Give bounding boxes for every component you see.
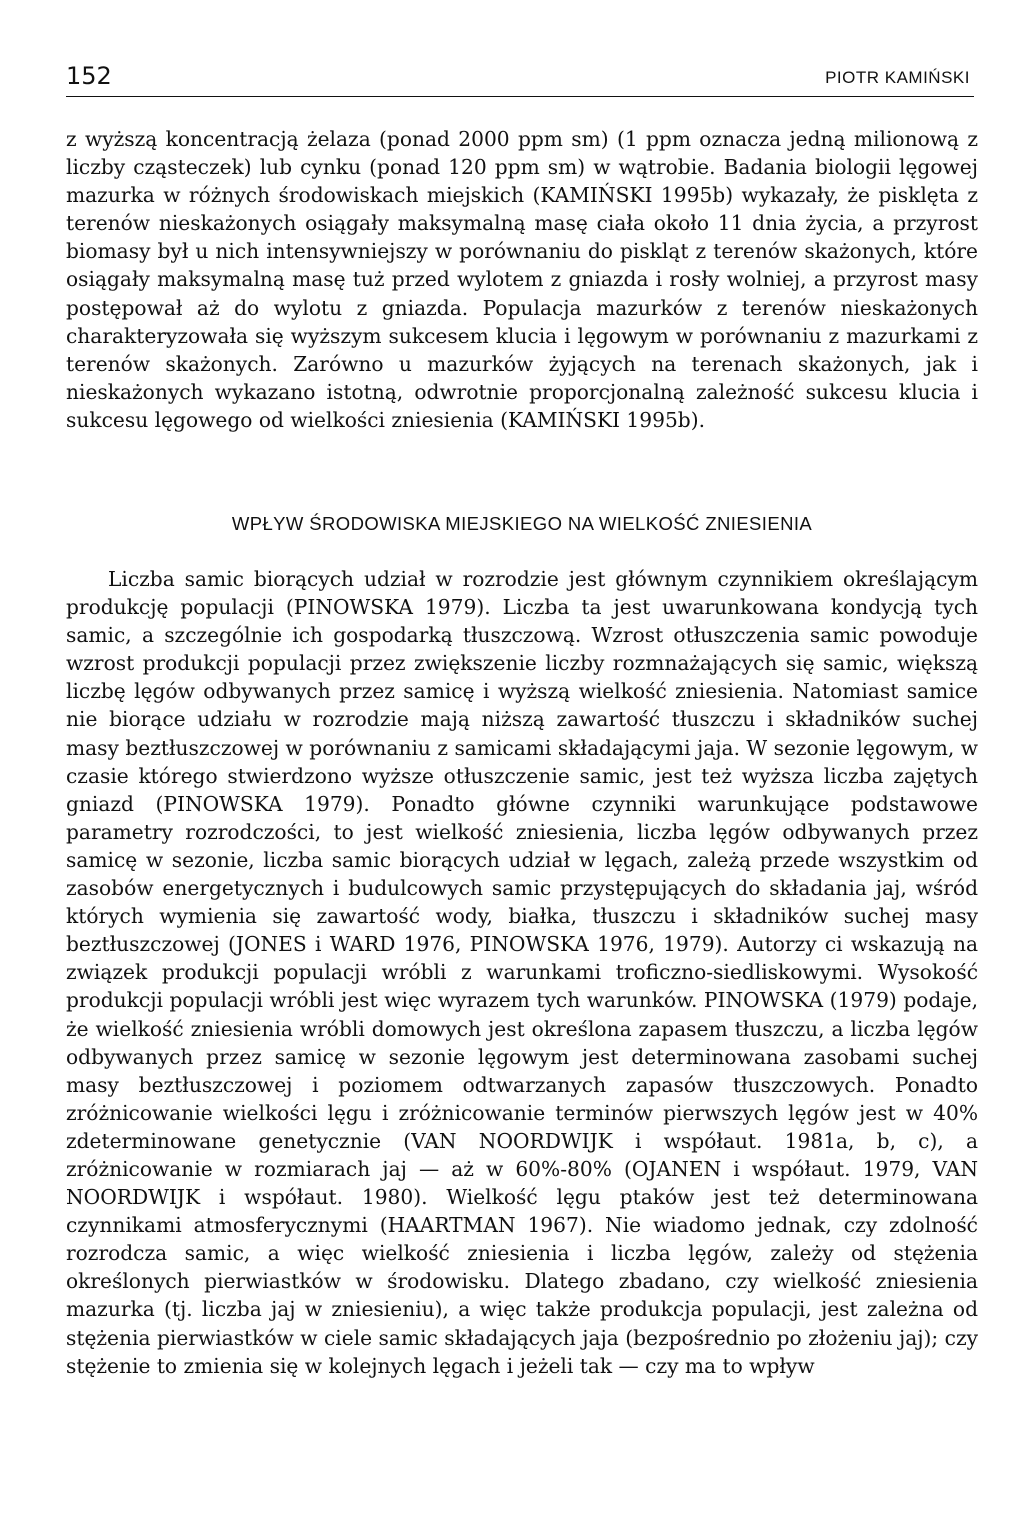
body-text-section	[66, 565, 978, 1380]
paragraph: Liczba samic biorących udział w rozrodzie jest głównym czynnikiem określającym produkcję populacji (PINOWSKA 1979). Liczba ta jest uwarunkowana kondycją tych samic, a szczególnie ich gospodarką tłuszczową. Wzrost otłuszczenia samic powoduje wzrost produkcji populacji przez zwiększenie liczby rozmnażających się samic, większą liczbę lęgów odbywanych przez samicę i wyższą wielkość zniesienia. Natomiast samice nie biorące udziału w rozrodzie mają niższą zawartość tłuszczu i składników suchej masy beztłuszczowej w porównaniu z samicami składającymi jaja. W sezonie lęgowym, w czasie którego stwierdzono wyższe otłuszczenie samic, jest też wyższa liczba zajętych gniazd (PINOWSKA 1979). Ponadto główne czynniki warunkujące podstawowe parametry rozrodczości, to jest wielkość zniesienia, liczba lęgów odbywanych przez samicę w sezonie, liczba samic biorących udział w lęgach, zależą przede wszystkim od zasobów energetycznych i budulcowych samic przystępujących do składania jaj, wśród których wymienia się zawartość wody, białka, tłuszczu i składników suchej masy beztłuszczowej (JONES i WARD 1976, PINOWSKA 1976, 1979). Autorzy ci wskazują na związek produkcji populacji wróbli z warunkami troficzno-siedliskowymi. Wysokość produkcji populacji wróbli jest więc wyrazem tych warunków. PINOWSKA (1979) podaje, że wielkość zniesienia wróbli domowych jest określona zapasem tłuszczu, a liczba lęgów odbywanych przez samicę w sezonie lęgowym jest determinowana zasobami suchej masy beztłuszczowej i poziomem odtwarzanych zapasów tłuszczowych. Ponadto zróżnicowanie wielkości lęgu i zróżnicowanie terminów pierwszych lęgów jest w 40% zdeterminowane genetycznie (VAN NOORDWIJK i współaut. 1981a, b, c), a zróżnicowanie w rozmiarach jaj — aż w 60%-80% (OJANEN i współaut. 1979, VAN NOORDWIJK i współaut. 1980). Wielkość lęgu ptaków jest też determinowana czynnikami atmosferycznymi (HAARTMAN 1967). Nie wiadomo jednak, czy zdolność rozrodcza samic, a więc wielkość zniesienia i liczba lęgów, zależy od stężenia określonych pierwiastków w środowisku. Dlatego zbadano, czy wielkość zniesienia mazurka (tj. liczba jaj w zniesieniu), a więc także produkcja populacji, jest zależna od stężenia pierwiastków w ciele samic składających jaja (bezpośrednio po złożeniu jaj); czy stężenie to zmienia się w kolejnych lęgach i jeżeli tak — czy ma to wpływ	[66, 567, 978, 1378]
page-header	[66, 60, 974, 97]
body-text-top	[66, 125, 978, 434]
section-heading: WPŁYW ŚRODOWISKA MIEJSKIEGO NA WIELKOŚĆ ZNIESIENIA	[231, 513, 813, 534]
page-number: 152	[66, 62, 112, 90]
running-head-author: PIOTR KAMIŃSKI	[825, 68, 970, 87]
paragraph: z wyższą koncentracją żelaza (ponad 2000 ppm sm) (1 ppm oznacza jedną milionową z liczby cząsteczek) lub cynku (ponad 120 ppm sm) w wątrobie. Badania biologii lęgowej mazurka w różnych środowiskach miejskich (KAMIŃSKI 1995b) wykazały, że pisklęta z terenów nieskażonych osiągały maksymalną masę ciała około 11 dnia życia, a przyrost biomasy był u nich intensywniejszy w porównaniu do piskląt z terenów skażonych, które osiągały maksymalną masę tuż przed wylotem z gniazda i rosły wolniej, a przyrost masy postępował aż do wylotu z gniazda. Populacja mazurków z terenów nieskażonych charakteryzowała się wyższym sukcesem klucia i lęgowym w porównaniu z mazurkami z terenów skażonych. Zarówno u mazurków żyjących na terenach skażonych, jak i nieskażonych wykazano istotną, odwrotnie proporcjonalną zależność sukcesu klucia i sukcesu lęgowego od wielkości zniesienia (KAMIŃSKI 1995b).	[66, 127, 978, 432]
